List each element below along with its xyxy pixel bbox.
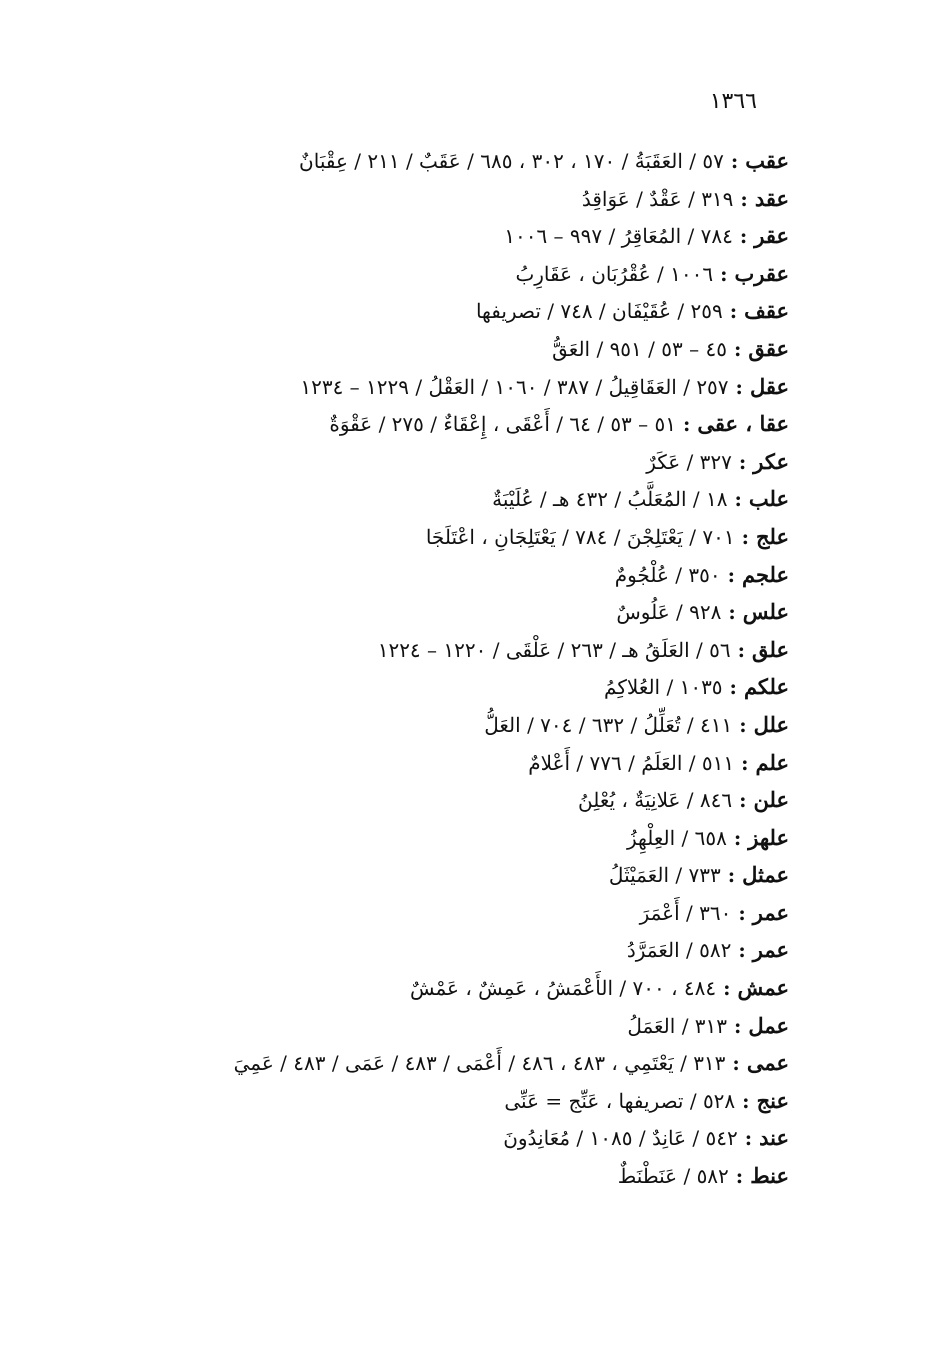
entry-root: عمثل: [742, 862, 789, 888]
root-separator: :: [740, 186, 748, 211]
entry-references: ٣١٩ / عَقْدٌ / عَوَاقِدُ: [581, 186, 734, 211]
entry-references: ٧٣٣ / العَمَيْثَلُ: [608, 863, 721, 888]
root-separator: :: [735, 374, 743, 399]
root-separator: :: [739, 224, 748, 249]
entry-root: علل: [753, 711, 789, 737]
root-index-list: [29, 144, 789, 1197]
entry-root: عقل: [749, 373, 789, 399]
index-entry: [29, 407, 789, 445]
entry-references: ٤٥ – ٥٣ / ٩٥١ / العَقُّ: [552, 336, 727, 361]
index-entry: [29, 219, 789, 257]
entry-references: ٣٢٧ / عَكَرٌ: [646, 449, 732, 474]
entry-root: عقا ، عقى: [697, 411, 789, 437]
root-separator: :: [728, 600, 736, 625]
entry-root: علب: [748, 486, 789, 512]
root-separator: :: [738, 449, 747, 474]
root-separator: :: [739, 788, 747, 813]
entry-root: عمر: [752, 937, 789, 963]
entry-root: علس: [742, 599, 789, 625]
entry-references: ١٨ / المُعَلَّبُ / ٤٣٢ هـ / عُلَيْبَةٌ: [492, 487, 728, 512]
root-separator: :: [733, 825, 742, 850]
entry-references: ٦٥٨ / العِلْهِزُ: [626, 825, 727, 850]
entry-references: ٥٢٨ / تصريفها ، عَنِّج = عَنِّى: [504, 1088, 736, 1113]
entry-root: علهز: [748, 824, 789, 850]
entry-references: ٨٤٦ / عَلانِيَةٌ ، يُعْلِنُ: [578, 788, 733, 813]
root-separator: :: [720, 261, 728, 286]
entry-references: ٢٥٩ / عُقَيْفَان / ٧٤٨ / تصريفها: [475, 299, 723, 324]
index-entry: [29, 746, 789, 784]
entry-references: ٧٠١ / يَعْتَلِجْنَ / ٧٨٤ / يَعْتَلِجَانِ ، اعْتَلَجَا: [425, 524, 735, 549]
entry-root: عمر: [752, 899, 789, 925]
entry-root: عند: [759, 1125, 789, 1151]
root-separator: :: [727, 562, 735, 587]
root-separator: :: [727, 863, 736, 888]
root-separator: :: [732, 1051, 740, 1076]
index-entry: [29, 482, 789, 520]
entry-root: علق: [752, 636, 789, 662]
entry-root: عمى: [746, 1050, 789, 1076]
entry-root: علم: [755, 749, 789, 775]
root-separator: :: [738, 938, 746, 963]
root-separator: :: [733, 336, 742, 361]
page-number: ١٣٦٦: [709, 89, 757, 114]
index-entry: [29, 858, 789, 896]
entry-references: ٥١١ / العَلَمُ / ٧٧٦ / أَعْلامٌ: [528, 750, 735, 775]
entry-references: ٣١٣ / يَعْتَمِي ، ٤٨٣ ، ٤٨٦ / أَعْمَى / ٤٨٣ / عَمَى / ٤٨٣ / عَمِيَ: [233, 1051, 726, 1076]
index-entry: [29, 1159, 789, 1197]
entry-root: عنج: [756, 1087, 789, 1113]
entry-references: ٥٤٢ / عَانِدٌ / ١٠٨٥ / مُعَانِدُونَ: [503, 1126, 738, 1151]
entry-root: عكر: [753, 448, 789, 474]
entry-references: ١٠٠٦ / عُقْرُبَان ، عَقَارِبُ: [515, 261, 714, 286]
entry-references: ١٠٣٥ / العُلاكِمُ: [604, 675, 723, 700]
index-entry: [29, 708, 789, 746]
root-separator: :: [735, 1164, 744, 1189]
entry-references: ٤١١ / تُعَلِّلُ / ٦٣٢ / ٧٠٤ / العَلُّ: [484, 712, 733, 737]
root-separator: :: [729, 299, 738, 324]
index-entry: [29, 821, 789, 859]
entry-root: علجم: [741, 561, 789, 587]
root-separator: :: [737, 637, 745, 662]
index-entry: [29, 294, 789, 332]
entry-root: عمش: [737, 975, 789, 1001]
index-entry: [29, 1046, 789, 1084]
root-separator: :: [739, 712, 747, 737]
entry-root: عقب: [745, 148, 789, 173]
root-separator: :: [734, 1013, 742, 1038]
entry-root: علج: [755, 523, 789, 549]
entry-root: علن: [753, 787, 789, 813]
entry-references: ٥٦ / العَلَقُ هـ / ٢٦٣ / عَلْقَى / ١٢٢٠ – ١٢٢٤: [377, 637, 731, 662]
root-separator: :: [738, 900, 746, 925]
root-separator: :: [729, 675, 737, 700]
index-entry: [29, 182, 789, 220]
index-entry: [29, 933, 789, 971]
entry-references: ٤٨٤ ، ٧٠٠ / الأَعْمَشُ ، عَمِشٌ ، عَمْشٌ: [409, 976, 717, 1001]
index-entry: [29, 1084, 789, 1122]
index-entry: [29, 783, 789, 821]
entry-references: ٣١٣ / العَمَلُ: [627, 1013, 728, 1038]
entry-root: عقرب: [734, 260, 789, 286]
entry-root: عقق: [748, 335, 789, 361]
entry-references: ٣٦٠ / أَعْمَرَ: [639, 900, 732, 925]
index-entry: [29, 558, 789, 596]
index-entry: [29, 1121, 789, 1159]
index-entry: [29, 896, 789, 934]
entry-references: ٩٢٨ / عَلُوسٌ: [616, 600, 722, 625]
entry-root: عمل: [748, 1012, 789, 1038]
index-entry: [29, 670, 789, 708]
entry-root: عقد: [754, 185, 789, 211]
entry-references: ٥٨٢ / عَنَطْنَطٌ: [617, 1164, 729, 1189]
root-separator: :: [734, 487, 742, 512]
root-separator: :: [683, 412, 691, 437]
index-entry: [29, 144, 789, 182]
index-entry: [29, 332, 789, 370]
index-entry: [29, 257, 789, 295]
root-separator: :: [730, 149, 739, 173]
entry-root: عقر: [754, 223, 789, 249]
index-entry: [29, 595, 789, 633]
root-separator: :: [744, 1126, 753, 1151]
entry-references: ٣٥٠ / عُلْجُومٌ: [614, 562, 721, 587]
entry-references: ٥٧ / العَقَبَةُ / ١٧٠ ، ٣٠٢ ، ٦٨٥ / عَقَبٌ / ٢١١ / عِقْبَانٌ: [299, 149, 724, 173]
index-entry: [29, 1009, 789, 1047]
index-entry: [29, 520, 789, 558]
index-entry: [29, 370, 789, 408]
root-separator: :: [741, 750, 749, 775]
root-separator: :: [742, 1088, 750, 1113]
index-entry: [29, 971, 789, 1009]
entry-references: ٢٥٧ / العَقَاقِيلُ / ٣٨٧ / ١٠٦٠ / العَقْلُ / ١٢٢٩ – ١٢٣٤: [300, 374, 729, 399]
entry-references: ٧٨٤ / المُعَاقِرُ / ٩٩٧ – ١٠٠٦: [504, 224, 733, 249]
index-entry: [29, 445, 789, 483]
entry-root: عنط: [750, 1163, 789, 1189]
root-separator: :: [741, 524, 749, 549]
entry-references: ٥١ – ٥٣ / ٦٤ / أَعْقَى ، إِعْقَاءٌ / ٢٧٥ / عَقْوَةٌ: [329, 412, 676, 437]
entry-references: ٥٨٢ / العَمَرَّدُ: [626, 938, 732, 963]
entry-root: علكم: [743, 674, 789, 700]
root-separator: :: [723, 976, 731, 1001]
index-entry: [29, 633, 789, 671]
entry-root: عقف: [744, 298, 789, 324]
